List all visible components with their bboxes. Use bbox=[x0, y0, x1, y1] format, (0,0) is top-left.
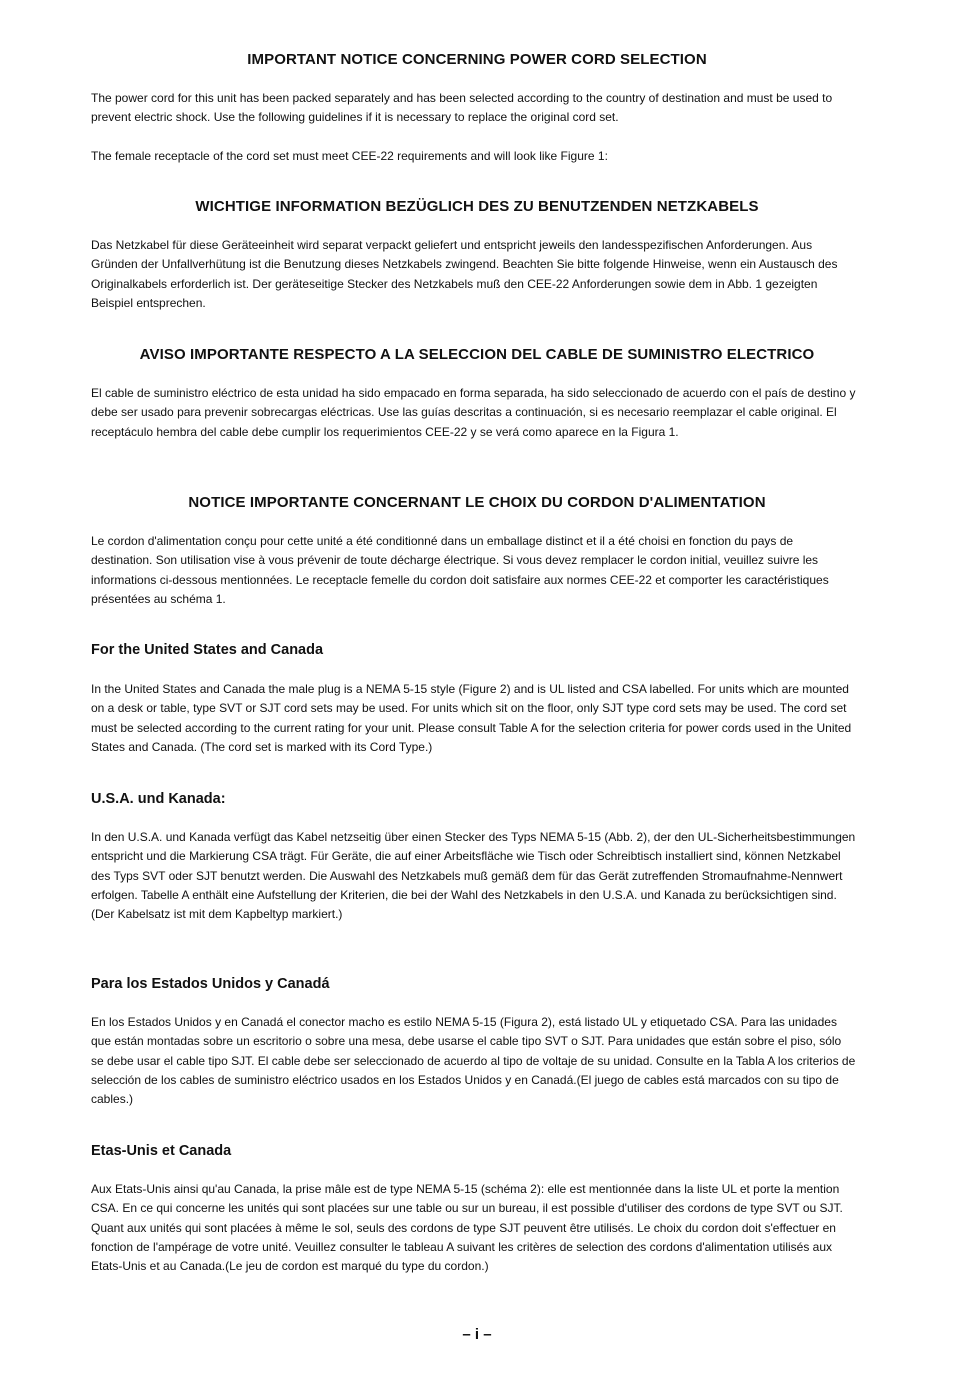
heading-power-cord-notice-en: IMPORTANT NOTICE CONCERNING POWER CORD SELECTION bbox=[247, 51, 707, 68]
heading-us-canada-en: For the United States and Canada bbox=[91, 642, 324, 658]
paragraph-us-canada-de: In den U.S.A. und Kanada verfügt das Kabel netzseitig über einen Stecker des Typs NEMA 5-15 (Abb. 2), der den UL-Sicherheitsbestimmungen entspricht und die Markierung CSA trägt. Für Geräte, die auf einer Arbeitsfläche wie Tisch oder Schreibtisch installiert sind, können Netzkabel des Typs SVT oder SJT benutzt werden. Die Auswahl des Netzkabels muß gemäß dem für das Gerät zutreffenden Stromaufnahme-Nennwert erfolgen. Tabelle A enthält eine Aufstellung der Kriterien, die bei der Wahl des Netzkabels in den U.S.A. und Kanada zu berücksichtigen sind. (Der Kabelsatz ist mit dem Kapbeltyp markiert.) bbox=[91, 830, 856, 922]
heading-us-canada-de: U.S.A. und Kanada: bbox=[91, 791, 226, 807]
paragraph-power-cord-fr: Le cordon d'alimentation conçu pour cette unité a été conditionné dans un emballage distinct et il a été choisi en fonction du pays de destination. Son utilisation vise à vous prévenir de toute décharge électrique. Si vous devez remplacer le cordon initial, veuillez suivre les informations ci-dessous mentionnées. Le receptacle femelle du cordon doit satisfaire aux normes CEE-22 et comporter les caractéristiques présentées au schéma 1. bbox=[91, 534, 829, 606]
paragraph-us-canada-en: In the United States and Canada the male plug is a NEMA 5-15 style (Figure 2) and is UL listed and CSA labelled. For units which are mounted on a desk or table, type SVT or SJT cord sets may be used. For units which sit on the floor, only SJT type cord sets may be used. The cord set must be selected according to the current rating for your unit. Please consult Table A for the selection criteria for power cords used in the United States and Canada. (The cord set is marked with its Cord Type.) bbox=[91, 682, 852, 754]
paragraph-us-canada-es: En los Estados Unidos y en Canadá el conector macho es estilo NEMA 5-15 (Figura 2), está listado UL y etiquetado CSA. Para las unidades que están montadas sobre un escritorio o sobre una mesa, debe usarse el cable tipo SVT o SJT. Para unidades que están sobre el piso, sólo se debe usar el cable tipo SJT. El cable debe ser seleccionado de acuerdo al tipo de voltaje de su unidad. Consulte en la Tabla A los criterios de selección de los cables de suministro eléctrico usados en los Estados Unidos y en Canadá.(El juego de cables está marcados con su tipo de cables.) bbox=[91, 1015, 856, 1107]
paragraph-power-cord-en: The power cord for this unit has been packed separately and has been selected according to the country of destination and must be used to prevent electric shock. Use the following guidelines if it is necessary to replace the original cord set. bbox=[91, 91, 833, 125]
page-number: – i – bbox=[462, 1326, 492, 1343]
heading-us-canada-es: Para los Estados Unidos y Canadá bbox=[91, 976, 330, 992]
paragraph-power-cord-es: El cable de suministro eléctrico de esta unidad ha sido empacado en forma separada, ha sido seleccionado de acuerdo con el país de destino y debe ser usado para prevenir sobrecargas eléctricas. Use las guías descritas a continuación, si es necesario reemplazar el cable original. El receptáculo hembra del cable debe cumplir los requerimientos CEE-22 y se verá como aparece en la Figura 1. bbox=[91, 386, 856, 439]
heading-power-cord-notice-es: AVISO IMPORTANTE RESPECTO A LA SELECCION DEL CABLE DE SUMINISTRO ELECTRICO bbox=[139, 346, 815, 363]
heading-power-cord-notice-fr: NOTICE IMPORTANTE CONCERNANT LE CHOIX DU CORDON D'ALIMENTATION bbox=[188, 494, 766, 511]
paragraph-us-canada-fr: Aux Etats-Unis ainsi qu'au Canada, la prise mâle est de type NEMA 5-15 (schéma 2): elle est mentionnée dans la liste UL et porte la mention CSA. En ce qui concerne les unités qui sont placées sur une table ou sur un bureau, il est possible d'utiliser des cordons de type SVT ou SJT. Quant aux unités qui sont placées à même le sol, seuls des cordons de type SJT peuvent être utilisés. Le choix du cordon doit s'effectuer en fonction de l'ampérage de votre unité. Veuillez consulter le tableau A suivant les critères de selection des cordons d'alimentation utilisés aux Etats-Unis et au Canada.(Le jeu de cordon est marqué du type du cordon.) bbox=[91, 1182, 843, 1274]
paragraph-power-cord-de: Das Netzkabel für diese Geräteeinheit wird separat verpackt geliefert und entspricht jeweils den landesspezifischen Anforderungen. Aus Gründen der Unfallverhütung ist die Benutzung dieses Netzkabels zwingend. Beachten Sie bitte folgende Hinweise, wenn ein Austausch des Originalkabels erforderlich ist. Der geräteseitige Stecker des Netzkabels muß den CEE-22 Anforderungen sowie dem in Abb. 1 gezeigten Beispiel entsprechen. bbox=[91, 238, 838, 310]
heading-power-cord-notice-de: WICHTIGE INFORMATION BEZÜGLICH DES ZU BENUTZENDEN NETZKABELS bbox=[195, 198, 759, 215]
paragraph-female-receptacle-en: The female receptacle of the cord set must meet CEE-22 requirements and will look like Figure 1: bbox=[91, 149, 608, 163]
heading-us-canada-fr: Etas-Unis et Canada bbox=[91, 1143, 232, 1159]
